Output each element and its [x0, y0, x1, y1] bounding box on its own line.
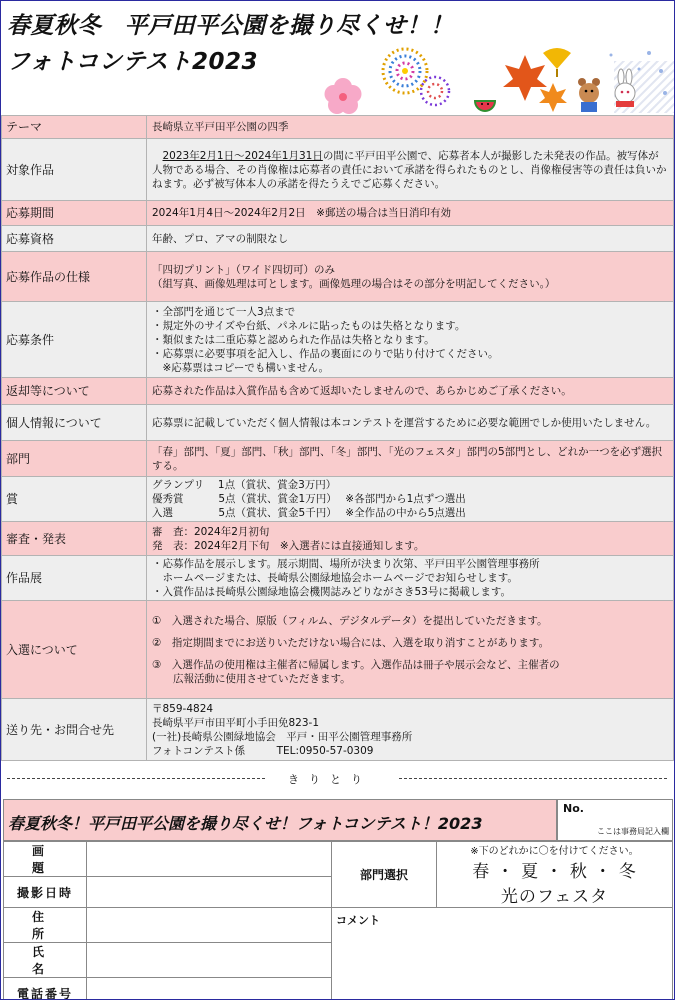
theme-label: テーマ — [2, 116, 147, 139]
cut-dash-left — [7, 778, 265, 779]
eligibility-label: 応募資格 — [2, 226, 147, 252]
field-date-label: 撮影日時 — [4, 877, 87, 908]
contact-label: 送り先・お問合せ先 — [2, 699, 147, 761]
privacy-label: 個人情報について — [2, 405, 147, 441]
spec-value: 「四切プリント」（ワイド四切可）のみ （組写真、画像処理は可とします。画像処理の場合はその部分を明記してください。） — [147, 252, 674, 302]
comment-box[interactable] — [332, 908, 673, 1000]
entry-number-box[interactable] — [557, 799, 673, 841]
row-period — [2, 201, 674, 226]
field-title-input[interactable] — [87, 842, 332, 877]
seasonal-illustrations — [313, 41, 671, 115]
comment-label: コメント — [336, 914, 380, 927]
prize-value: グランプリ 1点（賞状、賞金3万円） 優秀賞 5点（賞状、賞金1万円） ※各部門から1点ずつ選出 入選 5点（賞状、賞金5千円） ※全作品の中から5点選出 — [147, 477, 674, 522]
category-label: 部門 — [2, 441, 147, 477]
fireworks-icon — [383, 49, 427, 93]
row-spec — [2, 252, 674, 302]
entry-number-label: No. — [563, 802, 584, 815]
row-theme — [2, 116, 674, 139]
header — [1, 1, 674, 115]
row-return — [2, 378, 674, 405]
winning-value: ① 入選された場合、原版（フィルム、デジタルデータ）を提出していただきます。 ② 指定期間までにお送りいただけない場合には、入選を取り消すことがあります。 ③ 入選作品の使用権は主催者に帰属します。入選作品は冊子や展示会など、主催者の 広報活動に使用させていただきます。 — [147, 601, 674, 699]
period-label: 応募期間 — [2, 201, 147, 226]
row-winning — [2, 601, 674, 699]
rabbit-icon — [615, 69, 635, 107]
bear-icon — [578, 78, 600, 112]
exhibit-label: 作品展 — [2, 556, 147, 601]
row-conditions — [2, 302, 674, 378]
row-eligibility — [2, 226, 674, 252]
sakura-icon — [325, 78, 362, 114]
spec-label: 応募作品の仕様 — [2, 252, 147, 302]
cut-dash-right — [399, 778, 667, 779]
field-address-label: 住 所 — [4, 908, 87, 943]
dept-select-note: ※下のどれかに〇を付けてください。 — [470, 846, 639, 857]
ginkgo-leaf-icon — [543, 48, 571, 77]
dept-options-seasons[interactable]: 春 ・ 夏 ・ 秋 ・ 冬 — [472, 862, 637, 882]
target-date-range: 2023年2月1日～2024年1月31日 — [162, 149, 323, 162]
row-contact — [2, 699, 674, 761]
maple-leaf-small-icon — [539, 83, 567, 112]
row-target — [2, 139, 674, 201]
entry-form-table — [3, 841, 673, 1000]
row-exhibit — [2, 556, 674, 601]
eligibility-value: 年齢、プロ、アマの制限なし — [147, 226, 674, 252]
privacy-value: 応募票に記載していただく個人情報は本コンテストを運営するために必要な範囲でしか使用いたしません。 — [147, 405, 674, 441]
conditions-value: ・全部門を通じて一人3点まで ・規定外のサイズや台紙、パネルに貼ったものは失格となります。 ・類似または二重応募と認められた作品は失格となります。 ・応募票に必要事項を記入し、作品の裏面にのりで貼り付けてください。 ※応募票はコピーでも構いません。 — [147, 302, 674, 378]
judging-label: 審査・発表 — [2, 522, 147, 556]
cut-line — [1, 765, 674, 795]
target-label: 対象作品 — [2, 139, 147, 201]
period-value: 2024年1月4日～2024年2月2日 ※郵送の場合は当日消印有効 — [147, 201, 674, 226]
entry-number-note: ここは事務局記入欄 — [597, 827, 669, 836]
return-label: 返却等について — [2, 378, 147, 405]
exhibit-value: ・応募作品を展示します。展示期間、場所が決まり次第、平戸田平公園管理事務所 ホームページまたは、長崎県公園緑地協会ホームページでお知らせします。 ・入賞作品は長崎県公園緑地協会機関誌みどりながさき53号に掲載します。 — [147, 556, 674, 601]
watermelon-icon — [475, 101, 495, 111]
field-title-label: 画 題 — [4, 842, 87, 877]
dept-option-light-festa[interactable]: 光のフェスタ — [500, 887, 609, 907]
row-judging — [2, 522, 674, 556]
maple-leaf-icon — [503, 55, 547, 101]
contest-info-table — [1, 115, 674, 761]
field-phone-label: 電話番号 — [4, 978, 87, 1000]
field-phone-input[interactable] — [87, 978, 332, 1000]
judging-value: 審 査：2024年2月初旬 発 表：2024年2月下旬 ※入選者には直接通知します。 — [147, 522, 674, 556]
dept-select-label: 部門選択 — [332, 842, 437, 908]
category-value: 「春」部門、「夏」部門、「秋」部門、「冬」部門、「光のフェスタ」部門の5部門とし、どれか一つを必ず選択する。 — [147, 441, 674, 477]
contact-value: 〒859-4824 長崎県平戸市田平町小手田免823-1 (一社)長崎県公園緑地協会 平戸・田平公園管理事務所 フォトコンテスト係 TEL:0950-57-0309 — [147, 699, 674, 761]
prize-label: 賞 — [2, 477, 147, 522]
row-prize — [2, 477, 674, 522]
field-date-input[interactable] — [87, 877, 332, 908]
winning-label: 入選について — [2, 601, 147, 699]
title-line-1: 春夏秋冬 平戸田平公園を撮り尽くせ！！ — [7, 13, 454, 39]
row-privacy — [2, 405, 674, 441]
title-line-2: フォトコンテスト2023 — [7, 49, 259, 75]
row-category — [2, 441, 674, 477]
target-value: 2023年2月1日～2024年1月31日の間に平戸田平公園で、応募者本人が撮影した未発表の作品。被写体が人物である場合、その肖像権は応募者の責任において承諾を得られたものとし、肖像権侵害等の責任は負いかねます。必ず被写体本人の承諾を得たうえでご応募ください。 — [147, 139, 674, 201]
entry-form-title: 春夏秋冬！平戸田平公園を撮り尽くせ！フォトコンテスト！2023 — [3, 799, 557, 841]
field-name-input[interactable] — [87, 943, 332, 978]
theme-value: 長崎県立平戸田平公園の四季 — [147, 116, 674, 139]
cut-line-text: きりとり — [288, 773, 372, 786]
field-address-input[interactable] — [87, 908, 332, 943]
conditions-label: 応募条件 — [2, 302, 147, 378]
dept-select-options[interactable] — [437, 842, 673, 908]
field-name-label: 氏 名 — [4, 943, 87, 978]
return-value: 応募された作品は入賞作品も含めて返却いたしませんので、あらかじめご了承ください。 — [147, 378, 674, 405]
